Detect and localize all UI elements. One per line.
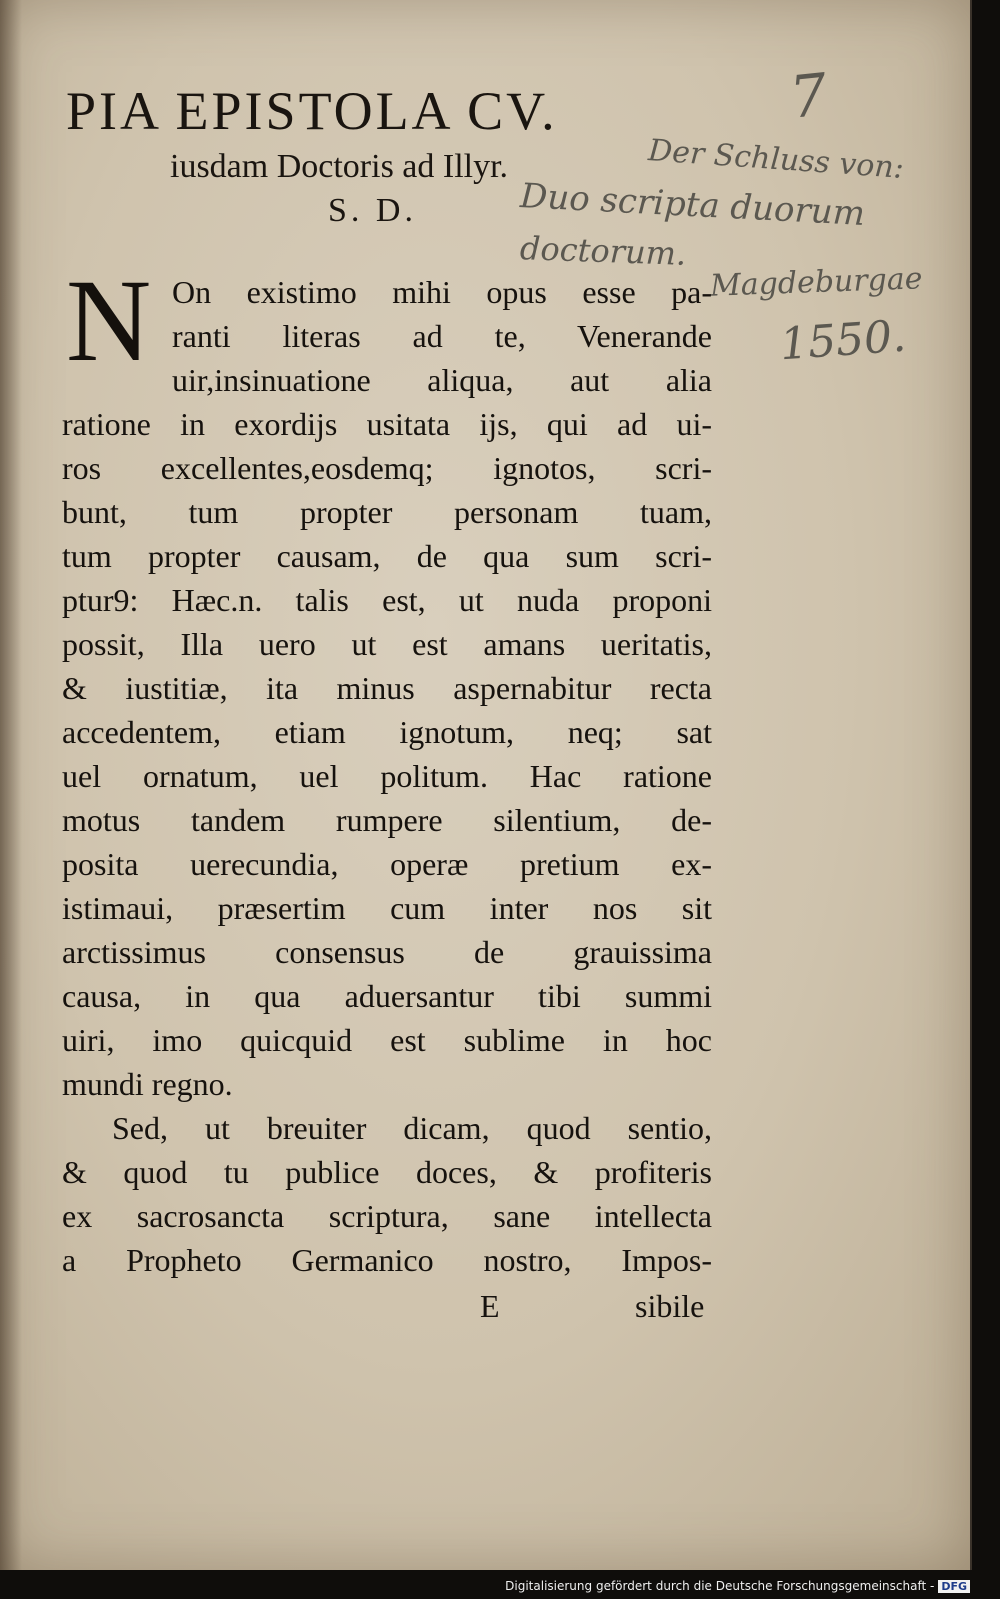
dfg-logo: DFG — [938, 1580, 970, 1593]
handwritten-number: 7 — [786, 60, 831, 132]
spine-shadow — [0, 0, 22, 1570]
text-line: bunt, tum propter personam tuam, — [62, 494, 712, 530]
text-line: ex sacrosancta scriptura, sane intellecta — [62, 1198, 712, 1234]
text-line: uir,insinuatione aliqua, aut alia — [172, 362, 712, 398]
text-line: Sed, ut breuiter dicam, quod sentio, — [112, 1110, 712, 1146]
text-line: mundi regno. — [62, 1066, 233, 1102]
handwritten-note-3: doctorum. — [519, 229, 687, 273]
text-line: arctissimus consensus de grauissima — [62, 934, 712, 970]
footer-credit — [505, 1579, 970, 1593]
text-line: accedentem, etiam ignotum, neq; sat — [62, 714, 712, 750]
signature-mark: E — [480, 1288, 500, 1324]
title-line-3: S. D. — [328, 192, 417, 229]
text-line: ranti literas ad te, Venerande — [172, 318, 712, 354]
text-line: & quod tu publice doces, & profiteris — [62, 1154, 712, 1190]
title-line-2: iusdam Doctoris ad Illyr. — [170, 148, 509, 185]
text-line: motus tandem rumpere silentium, de- — [62, 802, 712, 838]
text-line: posita uerecundia, operæ pretium ex- — [62, 846, 712, 882]
text-line: a Propheto Germanico nostro, Impos- — [62, 1242, 712, 1278]
handwritten-note-5: 1550. — [778, 310, 908, 371]
text-line: causa, in qua aduersantur tibi summi — [62, 978, 712, 1014]
handwritten-note-1: Der Schluss von: — [647, 133, 905, 186]
text-line: & iustitiæ, ita minus aspernabitur recta — [62, 670, 712, 706]
text-line: ptur9: Hæc.n. talis est, ut nuda proponi — [62, 582, 712, 618]
text-line: istimaui, præsertim cum inter nos sit — [62, 890, 712, 926]
text-line: ratione in exordijs usitata ijs, qui ad ui- — [62, 406, 712, 442]
text-line: uiri, imo quicquid est sublime in hoc — [62, 1022, 712, 1058]
handwritten-note-4: Magdeburgae — [709, 261, 924, 304]
footer-text: Digitalisierung gefördert durch die Deutsche Forschungsgemeinschaft - — [505, 1579, 935, 1593]
catchword: sibile — [635, 1288, 705, 1324]
title-line-1: PIA EPISTOLA CV. — [66, 81, 558, 141]
text-line: ros excellentes,eosdemq; ignotos, scri- — [62, 450, 712, 486]
text-line: possit, Illa uero ut est amans ueritatis, — [62, 626, 712, 662]
drop-capital: N — [66, 255, 152, 386]
handwritten-note-2: Duo scripta duorum — [519, 175, 866, 235]
text-line: tum propter causam, de qua sum scri- — [62, 538, 712, 574]
text-line: On existimo mihi opus esse pa- — [172, 274, 712, 310]
text-line: uel ornatum, uel politum. Hac ratione — [62, 758, 712, 794]
